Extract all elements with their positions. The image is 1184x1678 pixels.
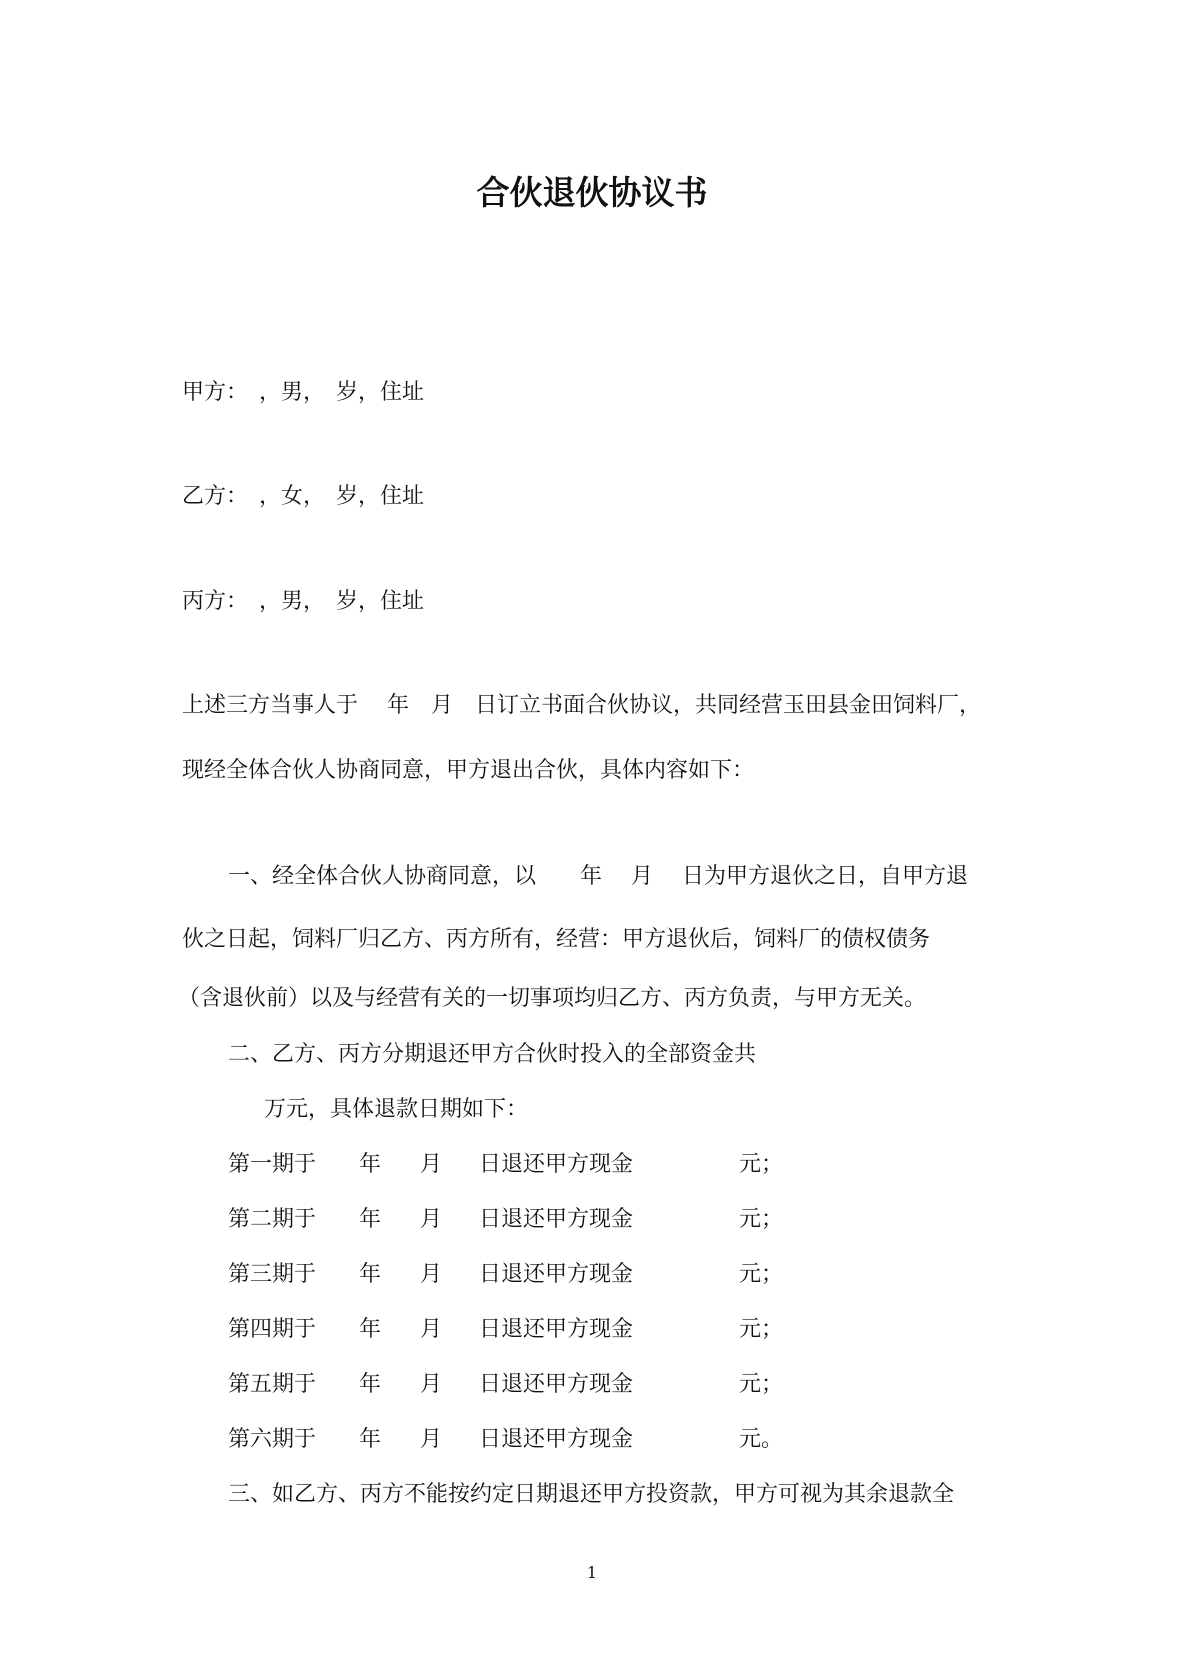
installment-text: 日退还甲方现金	[479, 1207, 634, 1232]
installment-text: 日退还甲方现金	[479, 1372, 634, 1397]
preamble-line-1: 上述三方当事人于 年 月 日订立书面合伙协议，共同经营玉田县金田饲料厂，	[182, 693, 981, 718]
installment-year: 年	[359, 1207, 382, 1232]
installment-period: 第六期于	[228, 1427, 317, 1452]
installment-month: 月	[420, 1262, 443, 1287]
clause-1-line-3: （含退伙前）以及与经营有关的一切事项均归乙方、丙方负责，与甲方无关。	[178, 986, 927, 1011]
installment-month: 月	[420, 1317, 443, 1342]
installment-year: 年	[359, 1262, 382, 1287]
installment-year: 年	[359, 1372, 382, 1397]
installment-year: 年	[359, 1152, 382, 1177]
clause-2-line-2: 万元，具体退款日期如下：	[264, 1097, 529, 1122]
party-a-line: 甲方： ，男， 岁，住址	[182, 380, 425, 405]
installment-period: 第一期于	[228, 1152, 317, 1177]
installment-year: 年	[359, 1317, 382, 1342]
clause-2-line-1: 二、乙方、丙方分期退还甲方合伙时投入的全部资金共	[228, 1042, 757, 1067]
installment-period: 第三期于	[228, 1262, 317, 1287]
installment-unit: 元；	[739, 1207, 784, 1232]
installment-month: 月	[420, 1372, 443, 1397]
document-title: 合伙退伙协议书	[476, 173, 708, 212]
party-c-line: 丙方： ，男， 岁，住址	[182, 589, 425, 614]
installment-unit: 元；	[739, 1372, 784, 1397]
clause-1-line-1: 一、经全体合伙人协商同意，以 年 月 日为甲方退伙之日，自甲方退	[228, 864, 968, 889]
installment-unit: 元；	[739, 1317, 784, 1342]
installment-text: 日退还甲方现金	[479, 1317, 634, 1342]
installment-text: 日退还甲方现金	[479, 1152, 634, 1177]
installment-period: 第五期于	[228, 1372, 317, 1397]
party-b-line: 乙方： ，女， 岁，住址	[182, 484, 425, 509]
page-number: 1	[586, 1563, 598, 1582]
installment-unit: 元。	[739, 1427, 784, 1452]
clause-1-line-2: 伙之日起，饲料厂归乙方、丙方所有，经营：甲方退伙后，饲料厂的债权债务	[182, 927, 931, 952]
installment-month: 月	[420, 1207, 443, 1232]
installment-unit: 元；	[739, 1152, 784, 1177]
installment-period: 第二期于	[228, 1207, 317, 1232]
installment-text: 日退还甲方现金	[479, 1427, 634, 1452]
installment-text: 日退还甲方现金	[479, 1262, 634, 1287]
installment-year: 年	[359, 1427, 382, 1452]
installment-month: 月	[420, 1427, 443, 1452]
installment-period: 第四期于	[228, 1317, 317, 1342]
preamble-line-2: 现经全体合伙人协商同意，甲方退出合伙，具体内容如下：	[182, 758, 755, 783]
installment-month: 月	[420, 1152, 443, 1177]
clause-3-line-1: 三、如乙方、丙方不能按约定日期退还甲方投资款，甲方可视为其余退款全	[228, 1482, 955, 1507]
installment-unit: 元；	[739, 1262, 784, 1287]
